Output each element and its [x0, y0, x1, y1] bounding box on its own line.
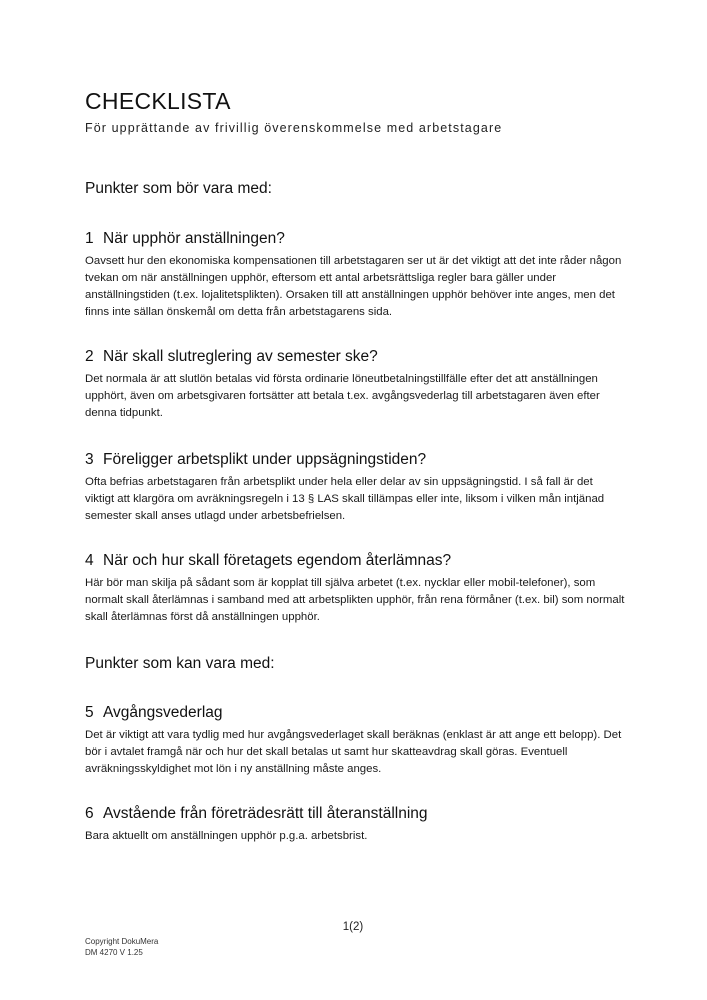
- footer-copyright: Copyright DokuMera: [85, 937, 159, 946]
- item-title: När och hur skall företagets egendom återlämnas?: [103, 552, 452, 569]
- item-title: När upphör anställningen?: [103, 230, 285, 247]
- optional-points-heading: Punkter som kan vara med:: [85, 655, 275, 672]
- checklist-item-3: [85, 451, 625, 525]
- item-number: 4: [85, 552, 94, 569]
- required-points-heading: Punkter som bör vara med:: [85, 180, 272, 197]
- checklist-item-6: [85, 805, 625, 845]
- checklist-item-4: [85, 552, 625, 626]
- item-heading: [85, 704, 625, 722]
- document-title: CHECKLISTA: [85, 88, 231, 114]
- item-title: Avstående från företrädesrätt till återanställning: [103, 805, 428, 822]
- item-title: Föreligger arbetsplikt under uppsägningstiden?: [103, 451, 427, 468]
- checklist-item-5: [85, 704, 625, 778]
- item-heading: [85, 230, 625, 248]
- item-heading: [85, 348, 625, 366]
- footer-doc-id: DM 4270 V 1.25: [85, 948, 143, 957]
- page-number: 1(2): [342, 921, 364, 933]
- item-heading: [85, 552, 625, 570]
- document-page: [85, 0, 625, 1000]
- footer: [85, 936, 158, 958]
- item-number: 6: [85, 805, 94, 822]
- item-text: Ofta befrias arbetstagaren från arbetsplikt under hela eller delar av sin uppsägningstid. I så fall är det viktigt att klargöra om avräkningsregeln i 13 § LAS skall tillämpas eller inte, liksom i vilken mån intjänad semester skall anses utlagd under arbetsbefrielsen.: [85, 476, 605, 522]
- item-text: Här bör man skilja på sådant som är kopplat till själva arbetet (t.ex. nycklar eller mobil-telefoner), som normalt skall återlämnas i samband med att arbetsplikten upphör, från rena förmåner (t.ex. bil) som normalt skall återlämnas först då anställningen upphör.: [85, 577, 625, 623]
- item-number: 2: [85, 348, 94, 365]
- item-number: 1: [85, 230, 94, 247]
- item-title: Avgångsvederlag: [103, 704, 223, 721]
- item-title: När skall slutreglering av semester ske?: [103, 348, 378, 365]
- checklist-item-1: [85, 230, 625, 321]
- item-heading: [85, 805, 625, 823]
- item-number: 3: [85, 451, 94, 468]
- item-text: Det normala är att slutlön betalas vid första ordinarie löneutbetalningstillfälle efter det att anställningen upphört, även om arbetsgivaren fortsätter att betala t.ex. avgångsvederlag till arbetstagaren även efter denna tidpunkt.: [85, 373, 600, 419]
- item-text: Det är viktigt att vara tydlig med hur avgångsvederlaget skall beräknas (enklast är att ange ett belopp). Det bör i avtalet framgå när och hur det skall betalas ut samt hur skatteavdrag skall göras. Eventuell avräkningsskyldighet mot lön i ny anställning måste anges.: [85, 729, 622, 775]
- checklist-item-2: [85, 348, 625, 422]
- item-heading: [85, 451, 625, 469]
- item-number: 5: [85, 704, 94, 721]
- document-subtitle: För upprättande av frivillig överenskommelse med arbetstagare: [85, 121, 503, 135]
- item-text: Oavsett hur den ekonomiska kompensationen till arbetstagaren ser ut är det viktigt att det inte råder någon tvekan om när anställningen upphör, eftersom ett antal arbetsrättsliga regler bara gäller under anställningstiden (t.ex. lojalitetsplikten). Orsaken till att anställningen upphör behöver inte anges, men det finns inte sällan önskemål om detta från arbetstagarens sida.: [85, 255, 622, 318]
- item-text: Bara aktuellt om anställningen upphör p.g.a. arbetsbrist.: [85, 830, 368, 842]
